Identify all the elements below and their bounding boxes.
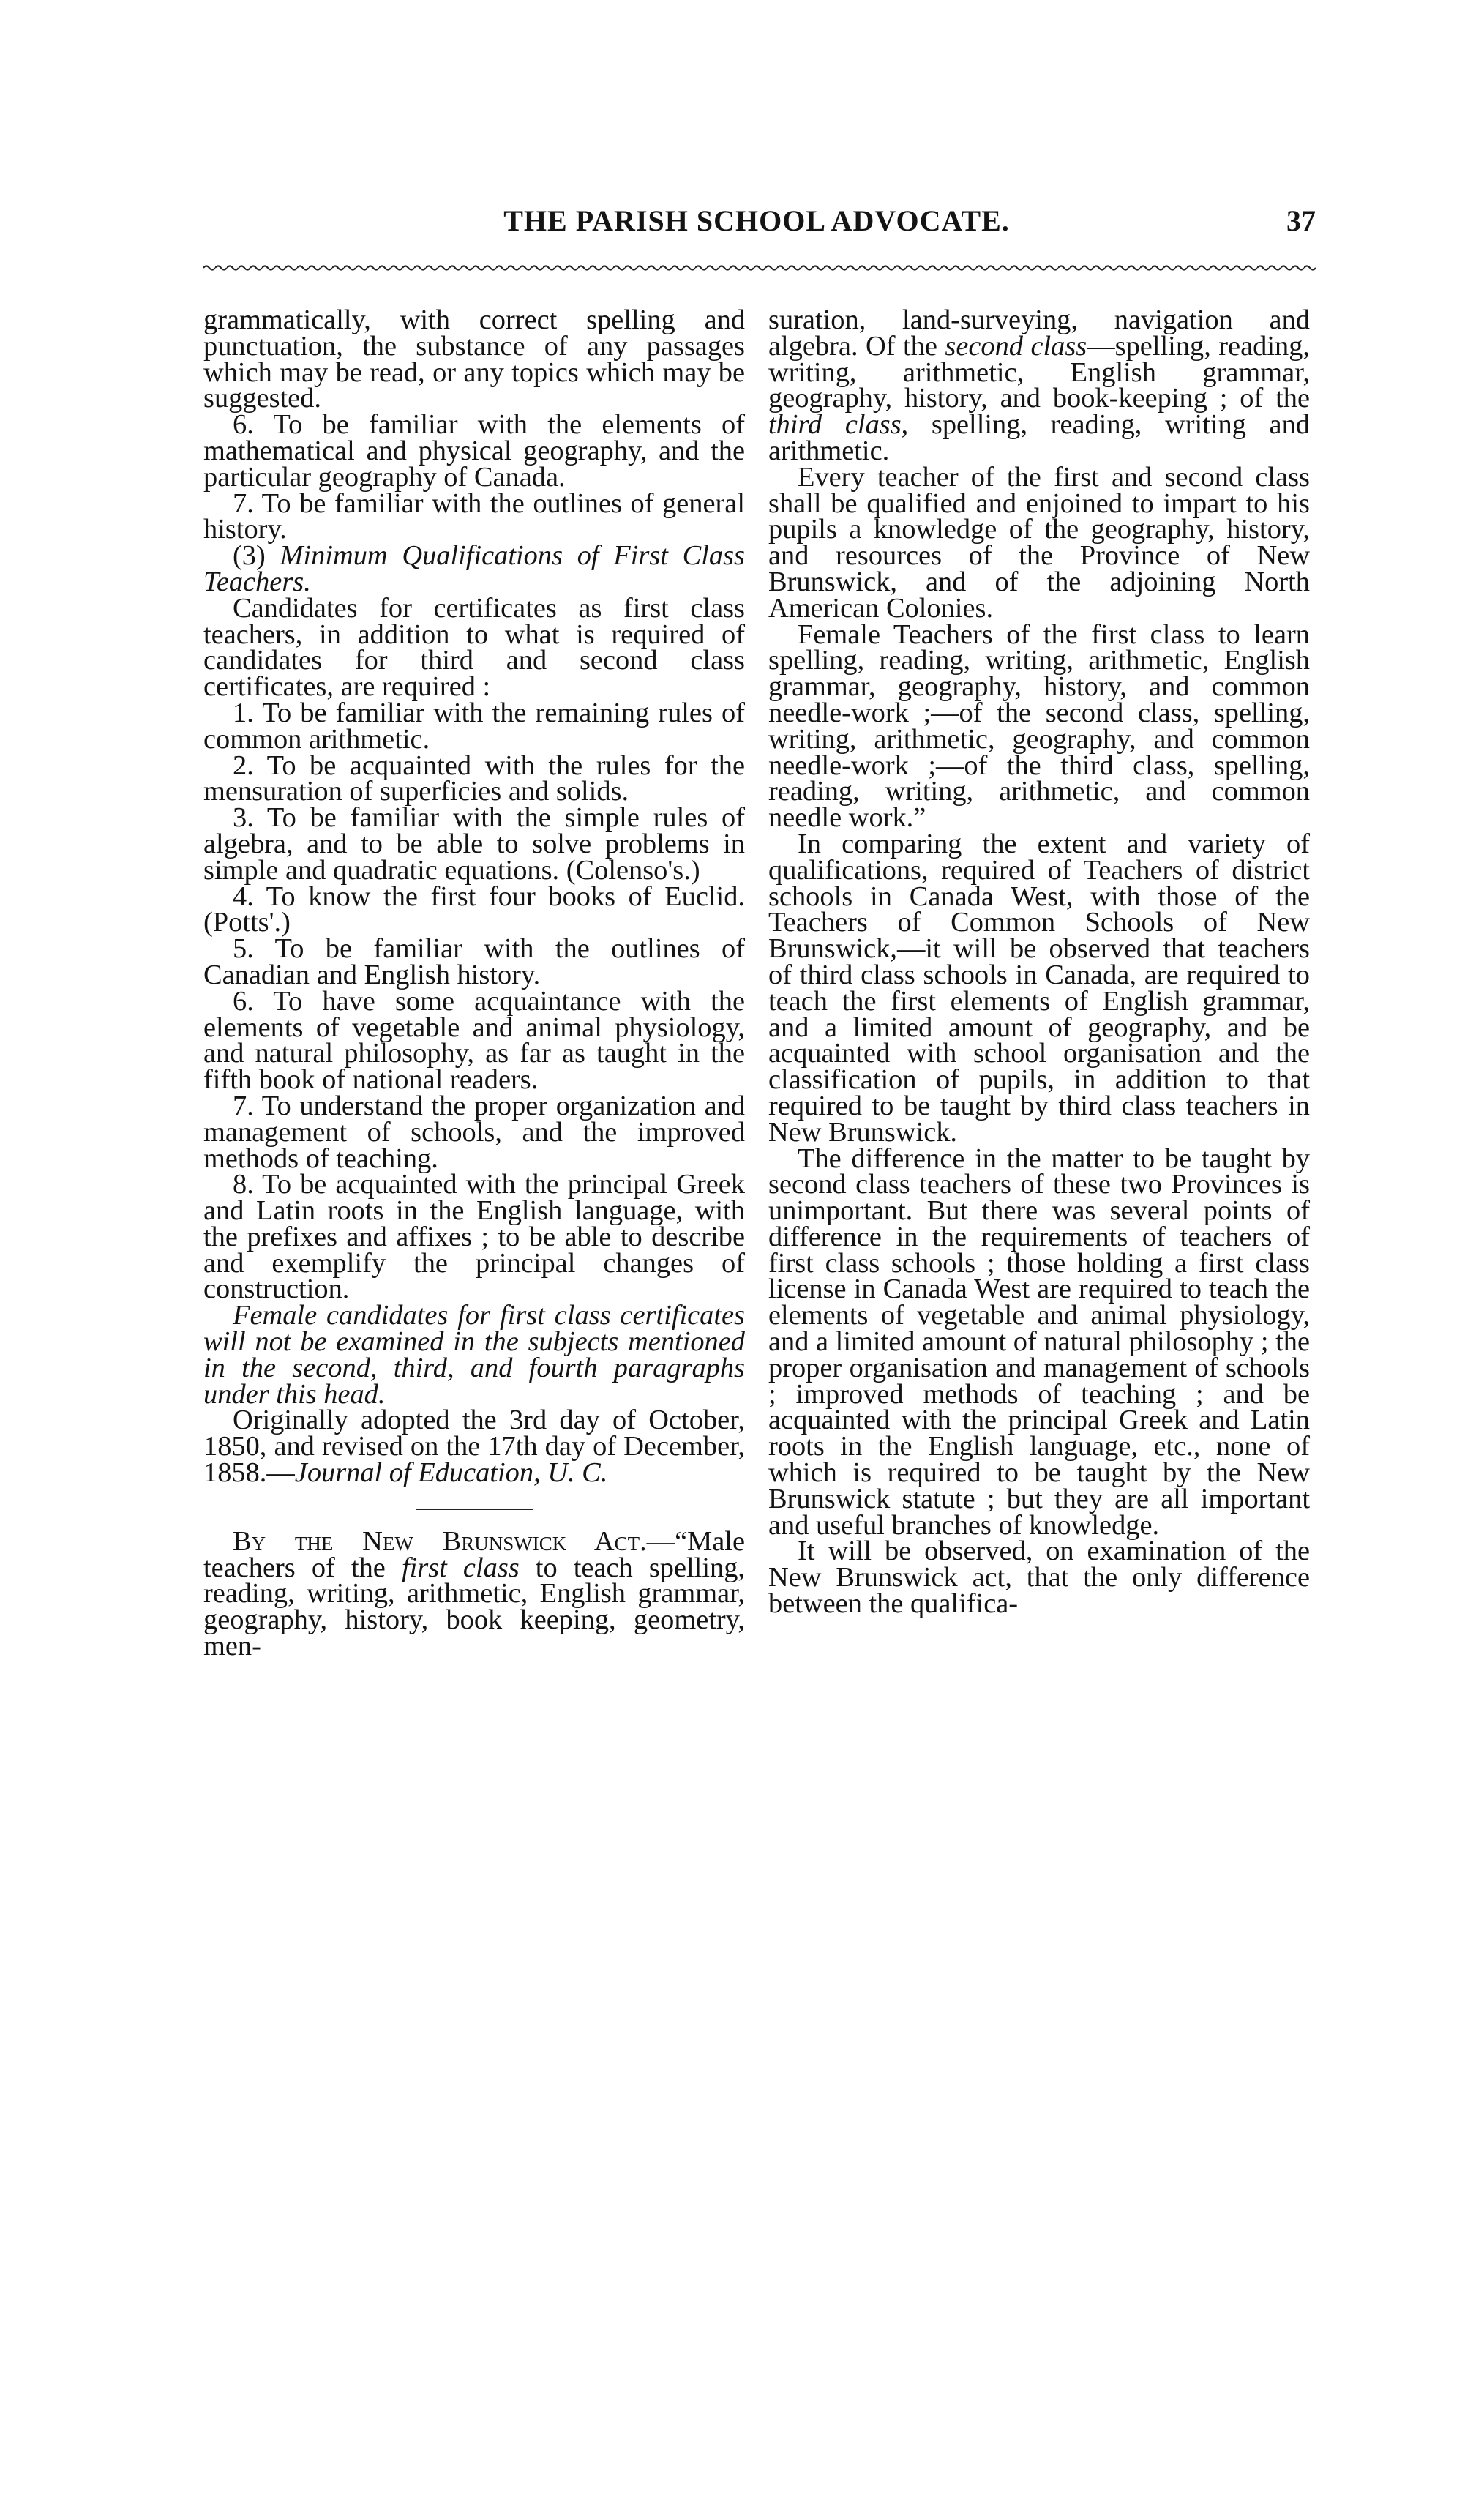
source-paragraph bbox=[203, 1405, 745, 1489]
list-item: 5. To be familiar with the outlines of Canadian and English history. bbox=[203, 933, 745, 990]
paragraph: In comparing the extent and variety of qualifications, required of Teachers of district schools in Canada West, with those of the Teachers of Common Schools of New Brunswick,—it will be observed that teachers of third class schools in Canada, are required to teach the first elements of English grammar, and a limited amount of geography, and be acquainted with school organisation and the classification of pupils, in addition to that required to be taught by third class teachers in New Brunswick. bbox=[768, 828, 1310, 1148]
list-item: 1. To be familiar with the remaining rules of common arithmetic. bbox=[203, 697, 745, 755]
source-citation: Journal of Education, U. C. bbox=[294, 1457, 608, 1489]
page-header bbox=[198, 203, 1316, 250]
list-item: 6. To have some acquaintance with the elements of vegetable and animal physiology, and natural philosophy, as far as taught in the fifth book of national readers. bbox=[203, 985, 745, 1096]
right-column bbox=[768, 304, 1310, 1620]
section-number: (3) bbox=[233, 540, 266, 572]
list-item: 4. To know the first four books of Euclid. (Potts'.) bbox=[203, 881, 745, 938]
paragraph: The difference in the matter to be taught by second class teachers of these two Provinces is unimportant. But there was several points of difference in the requirements of teachers of first class schools ; those holding a first class license in Canada West are required to teach the elements of vegetable and animal physiology, and a limited amount of natural philosophy ; the proper organisation and management of schools ; improved methods of teaching ; and be acquainted with the principal Greek and Latin roots in the English language, etc., none of which is required to be taught by the New Brunswick statute ; but they are all important and useful branches of knowledge. bbox=[768, 1143, 1310, 1541]
page-number: 37 bbox=[1286, 204, 1316, 237]
paragraph bbox=[768, 304, 1310, 466]
running-title: THE PARISH SCHOOL ADVOCATE. bbox=[503, 204, 1010, 237]
act-text-end: to teach spelling, reading, writing, arithmetic, English grammar, geography, history, book keeping, geometry, men- bbox=[203, 1552, 746, 1662]
act-emphasis: first class bbox=[401, 1552, 520, 1583]
section-title: Minimum Qualifications of First Class Teachers. bbox=[203, 540, 746, 597]
paragraph: grammatically, with correct spelling and punctuation, the substance of any passages which may be read, or any topics which may be suggested. bbox=[203, 304, 745, 414]
list-item: 8. To be acquainted with the principal Greek and Latin roots in the English language, with the prefixes and affixes ; to be able to describe and exemplify the principal changes of construction. bbox=[203, 1169, 745, 1305]
paragraph: Female Teachers of the first class to learn spelling, reading, writing, arithmetic, English grammar, geography, history, and common needle-work ;—of the second class, spelling, writing, arithmetic, geography, and common needle-work ;—of the third class, spelling, reading, writing, arithmetic, and common needle work.” bbox=[768, 618, 1310, 834]
text-run: —spelling, reading, writing, arithmetic, English grammar, geography, history, and book-keeping ; of the bbox=[768, 330, 1310, 414]
section-divider bbox=[416, 1509, 533, 1510]
paragraph: Candidates for certificates as first class teachers, in addition to what is required of candidates for third and second class certificates, are required : bbox=[203, 592, 745, 703]
wavy-rule bbox=[203, 263, 1316, 272]
note-paragraph: Female candidates for first class certificates will not be examined in the subjects mentioned in the second, third, and fourth paragraphs under this head. bbox=[203, 1300, 745, 1410]
adoption-text: Originally adopted the 3rd day of October, 1850, and revised on the 17th day of December, 1858.— bbox=[203, 1405, 745, 1489]
section-heading bbox=[203, 540, 746, 597]
text-run: , spelling, reading, writing and arithmetic. bbox=[768, 409, 1310, 466]
list-item: 7. To understand the proper organization and management of schools, and the improved methods of teaching. bbox=[203, 1090, 745, 1174]
paragraph: It will be observed, on examination of the New Brunswick act, that the only difference between the qualifica- bbox=[768, 1536, 1310, 1620]
list-item: 3. To be familiar with the simple rules of algebra, and to be able to solve problems in simple and quadratic equations. (Colenso's.) bbox=[203, 802, 745, 886]
emphasis: second class bbox=[945, 330, 1087, 362]
list-item: 6. To be familiar with the elements of mathematical and physical geography, and the particular geography of Canada. bbox=[203, 409, 745, 493]
act-paragraph bbox=[203, 1525, 746, 1662]
act-label: By the New Brunswick Act.— bbox=[233, 1525, 675, 1557]
act-text-start: “Male teachers of the bbox=[203, 1525, 745, 1583]
text-run: suration, land-surveying, navigation and algebra. Of the bbox=[768, 304, 1310, 362]
left-column bbox=[203, 304, 746, 1662]
list-item: 7. To be familiar with the outlines of general history. bbox=[203, 487, 745, 545]
list-item: 2. To be acquainted with the rules for the mensuration of superficies and solids. bbox=[203, 749, 745, 807]
emphasis: third class bbox=[768, 409, 902, 441]
paragraph: Every teacher of the first and second class shall be qualified and enjoined to impart to his pupils a knowledge of the geography, history, and resources of the Province of New Brunswick, and of the adjoining North American Colonies. bbox=[768, 461, 1310, 624]
